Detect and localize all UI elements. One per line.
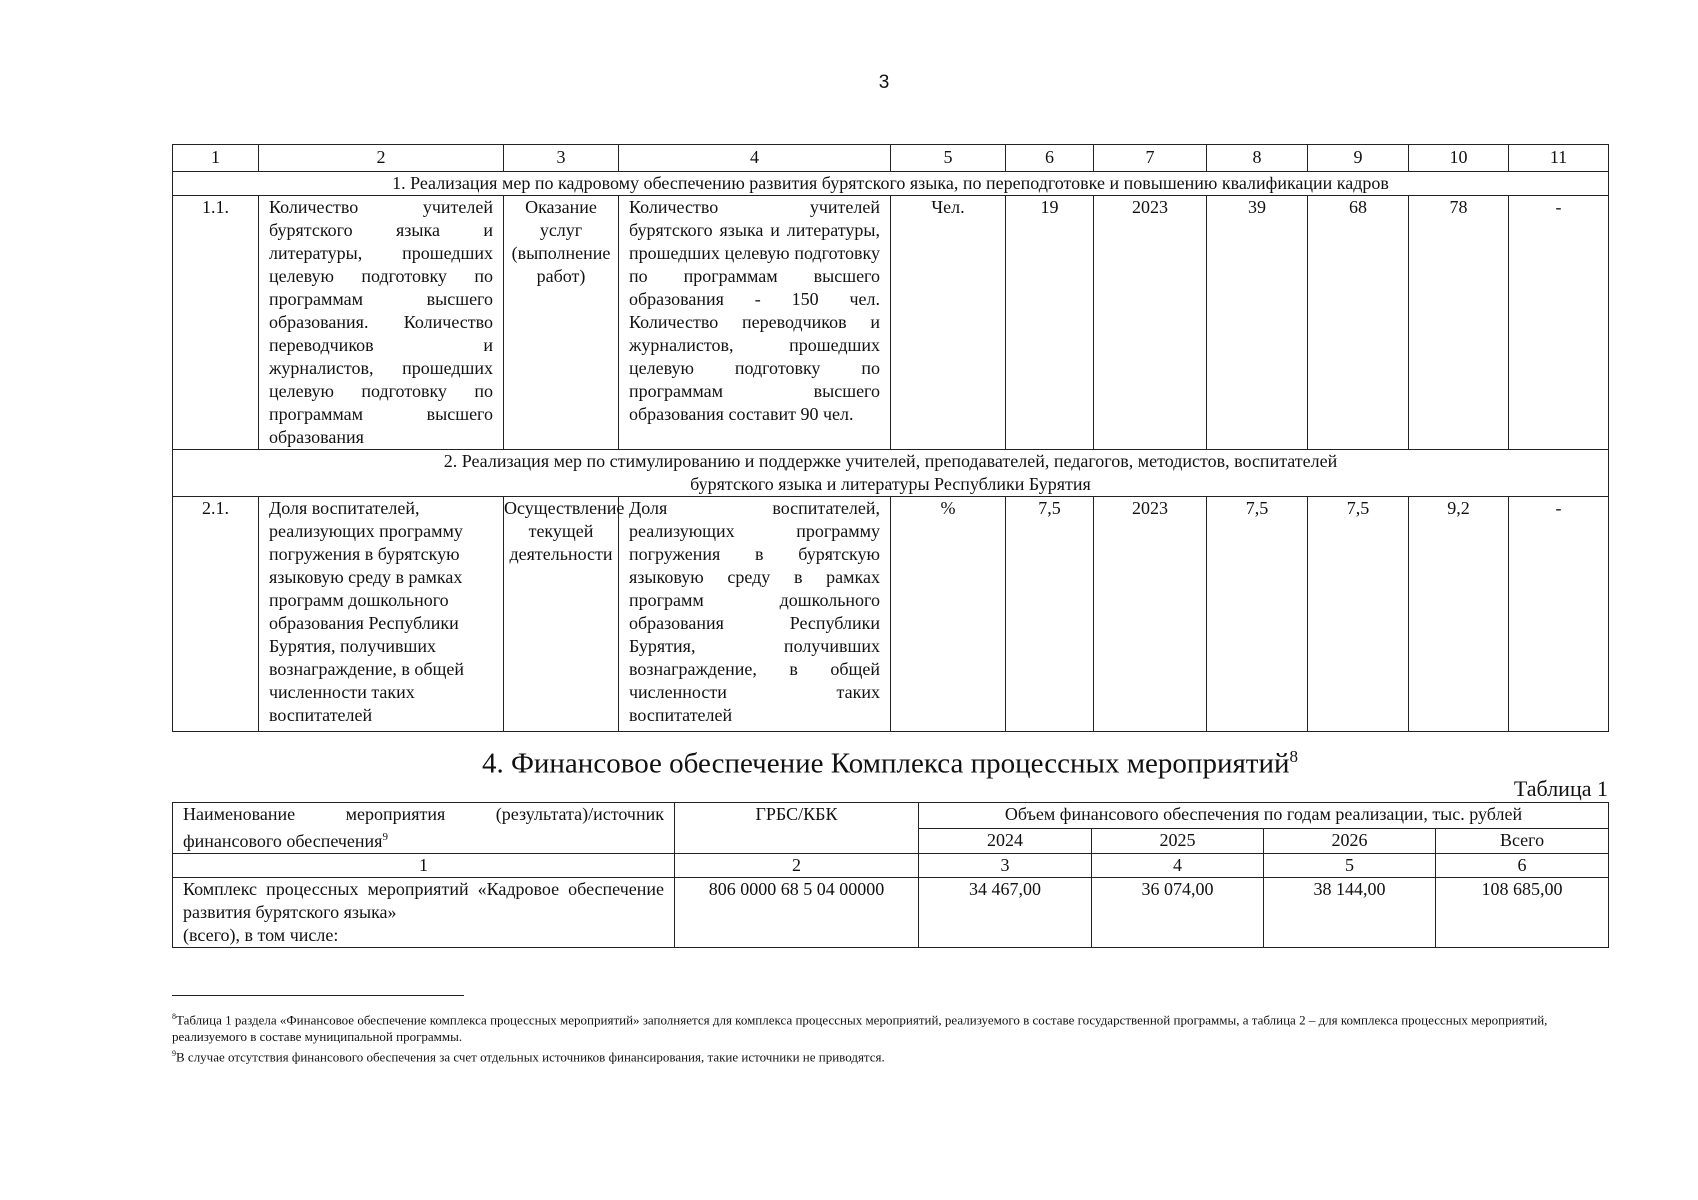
unit: % — [891, 497, 1006, 732]
indicator-description-text: Доля воспитателей, реализующих программу погружения в бурятскую языковую среду в рамках программ дошкольного образования Республики Бурятия, получивших вознаграждение, в общей численности таких воспитателей — [629, 498, 880, 725]
column-number: 9 — [1308, 145, 1409, 172]
base-year: 2023 — [1094, 497, 1207, 732]
base-value: 7,5 — [1006, 497, 1094, 732]
measure-name — [173, 878, 675, 948]
footnote-text: Таблица 1 раздела «Финансовое обеспечение комплекса процессных мероприятий» заполняется для комплекса процессных мероприятий, реализуемого в составе государственной программы, а таблица 2 – для комплекса процессных мероприятий, реализуемого в составе муниципальной программы. — [172, 1012, 1548, 1045]
year-header: Всего — [1436, 828, 1609, 854]
finance-table — [172, 802, 1609, 948]
indicator-name-text: Количество учителей бурятского языка и литературы, прошедших целевую подготовку по программам высшего образования. Количество переводчиков и журналистов, прошедших целевую подготовку по программам высшего образования — [269, 197, 493, 447]
column-number: 8 — [1207, 145, 1308, 172]
value-2026: 78 — [1409, 196, 1509, 450]
value-2024: 39 — [1207, 196, 1308, 450]
column-number: 6 — [1006, 145, 1094, 172]
column-number: 5 — [891, 145, 1006, 172]
table-row — [173, 497, 1609, 732]
indicator-type — [504, 497, 625, 732]
footnotes — [172, 1008, 1608, 1066]
column-number: 3 — [504, 145, 619, 172]
col-code-header: ГРБС/КБК — [675, 803, 919, 854]
indicator-name-text: Доля воспитателей, реализующих программу погружения в бурятскую языковую среду в рамках программ дошкольного образования Республики Бурятия, получивших вознаграждение, в общей численности таких воспитателей — [269, 498, 464, 725]
value-2026: 9,2 — [1409, 497, 1509, 732]
volume-header: Объем финансового обеспечения по годам реализации, тыс. рублей — [919, 803, 1609, 829]
indicator-name — [259, 497, 504, 732]
section-row — [173, 172, 1609, 196]
unit: Чел. — [891, 196, 1006, 450]
table-row — [173, 196, 1609, 450]
indicator-name — [259, 196, 504, 450]
section-title — [172, 740, 1608, 781]
indicator-type — [504, 196, 619, 450]
section-row — [173, 450, 1609, 497]
column-number: 10 — [1409, 145, 1509, 172]
year-header: 2024 — [919, 828, 1092, 854]
footnote-ref: 8 — [1289, 747, 1299, 766]
footnote-ref: 9 — [382, 831, 388, 843]
column-number: 1 — [173, 145, 259, 172]
indicator-description — [619, 497, 891, 732]
footnote-text: В случае отсутствия финансового обеспечения за счет отдельных источников финансирования, такие источники не приводятся. — [176, 1049, 885, 1065]
table-label: Таблица 1 — [1513, 776, 1608, 801]
year-header: 2025 — [1092, 828, 1264, 854]
note: - — [1509, 196, 1609, 450]
footnote — [172, 1008, 1608, 1045]
value-2026: 38 144,00 — [1264, 878, 1436, 948]
column-number: 5 — [1264, 854, 1436, 878]
column-number: 2 — [675, 854, 919, 878]
value-2024: 34 467,00 — [919, 878, 1092, 948]
section-1-title: 1. Реализация мер по кадровому обеспечению развития бурятского языка, по переподготовке и повышению квалификации кадров — [173, 172, 1609, 196]
section-2-title-text: 2. Реализация мер по стимулированию и поддержке учителей, преподавателей, педагогов, методистов, воспитателей бурятского языка и литературы Республики Бурятия — [443, 451, 1338, 494]
column-number: 7 — [1094, 145, 1207, 172]
table-row — [173, 878, 1609, 948]
column-number: 3 — [919, 854, 1092, 878]
column-number: 6 — [1436, 854, 1609, 878]
header-row — [173, 803, 1609, 829]
value-2025: 7,5 — [1308, 497, 1409, 732]
value-2025: 36 074,00 — [1092, 878, 1264, 948]
footnote-mark: 9 — [172, 1049, 176, 1059]
column-number: 2 — [259, 145, 504, 172]
column-number: 4 — [619, 145, 891, 172]
budget-code: 806 0000 68 5 04 00000 — [675, 878, 919, 948]
value-2025: 68 — [1308, 196, 1409, 450]
year-header: 2026 — [1264, 828, 1436, 854]
footnote-mark: 8 — [172, 1012, 176, 1021]
section-title-text: 4. Финансовое обеспечение Комплекса процессных мероприятий — [481, 747, 1290, 780]
note: - — [1509, 497, 1609, 732]
section-2-title — [173, 450, 1609, 497]
column-numbers-row — [173, 854, 1609, 878]
column-number: 4 — [1092, 854, 1264, 878]
indicators-table — [172, 144, 1609, 732]
base-value: 19 — [1006, 196, 1094, 450]
value-total: 108 685,00 — [1436, 878, 1609, 948]
footnote — [172, 1045, 1608, 1065]
measure-name-text: Комплекс процессных мероприятий «Кадровое обеспечение развития бурятского языка» (всего), в том числе: — [183, 879, 664, 945]
indicator-type-text: Оказание услуг (выполнение работ) — [511, 197, 611, 286]
col-name-header-text: Наименование мероприятия (результата)/источник финансового обеспечения — [183, 804, 664, 851]
header-row — [173, 145, 1609, 172]
row-number: 1.1. — [173, 196, 259, 450]
indicator-description-text: Количество учителей бурятского языка и литературы, прошедших целевую подготовку по программам высшего образования - 150 чел. Количество переводчиков и журналистов, прошедших целевую подготовку по программам высшего образования составит 90 чел. — [629, 197, 880, 424]
row-number: 2.1. — [173, 497, 259, 732]
column-number: 1 — [173, 854, 675, 878]
indicator-type-text: Осуществление текущей деятельности — [504, 498, 625, 564]
indicator-description — [619, 196, 891, 450]
footnote-divider — [172, 995, 464, 996]
page-number: 3 — [878, 72, 890, 93]
value-2024: 7,5 — [1207, 497, 1308, 732]
column-number: 11 — [1509, 145, 1609, 172]
col-name-header — [173, 803, 675, 854]
base-year: 2023 — [1094, 196, 1207, 450]
